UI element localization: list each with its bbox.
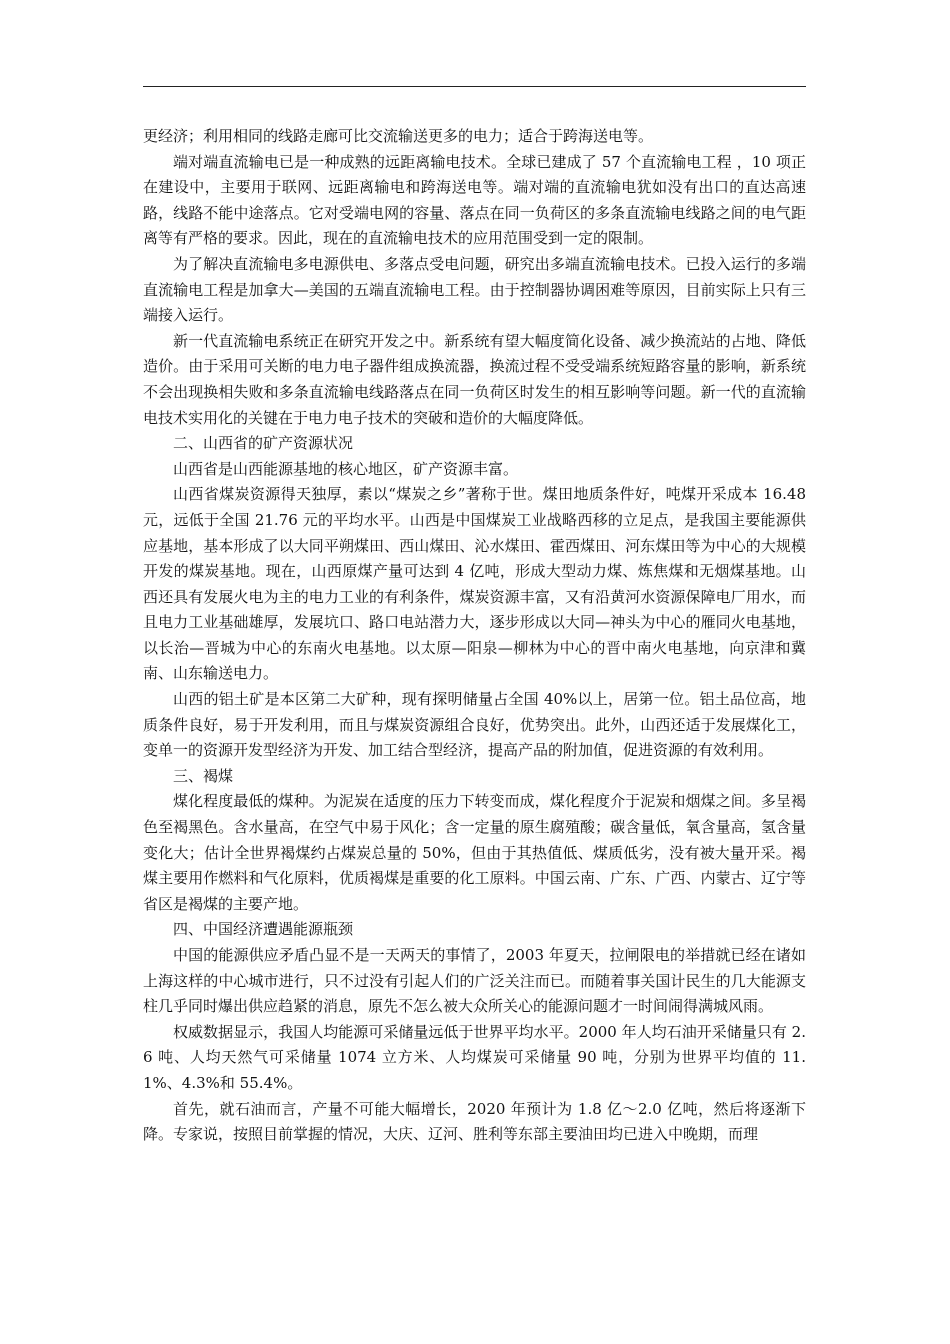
section-heading-lignite: 三、褐煤 bbox=[173, 766, 234, 785]
paragraph-shanxi-bauxite: 山西的铝土矿是本区第二大矿种，现有探明储量占全国 40%以上，居第一位。铝土品位高，地质条件良好，易于开发利用，而且与煤炭资源组合良好，优势突出。此外，山西还适于发展煤化工，变单一的资源开发型经济为开发、加工结合型经济，提高产品的附加值，促进资源的有效利用。 bbox=[143, 690, 806, 760]
paragraph-point-to-point-dc: 端对端直流输电已是一种成熟的远距离输电技术。全球已建成了 57 个直流输电工程 ，10 项正在建设中，主要用于联网、远距离输电和跨海送电等。端对端的直流输电犹如没有出口的直达高速路，线路不能中途落点。它对受端电网的容量、落点在同一负荷区的多条直流输电线路之间的电气距离等有严格的要求。因此，现在的直流输电技术的应用范围受到一定的限制。 bbox=[143, 152, 806, 248]
paragraph-oil-production: 首先，就石油而言，产量不可能大幅增长，2020 年预计为 1.8 亿～2.0 亿吨，然后将逐渐下降。专家说，按照目前掌握的情况，大庆、辽河、胜利等东部主要油田均已进入中晚期，而理 bbox=[143, 1099, 806, 1144]
paragraph-shanxi-intro: 山西省是山西能源基地的核心地区，矿产资源丰富。 bbox=[173, 459, 519, 478]
header-rule bbox=[143, 86, 806, 87]
paragraph-continuation: 更经济；利用相同的线路走廊可比交流输送更多的电力；适合于跨海送电等。 bbox=[143, 127, 654, 145]
paragraph-per-capita-reserves: 权威数据显示，我国人均能源可采储量远低于世界平均水平。2000 年人均石油开采储量只有 2.6 吨、人均天然气可采储量 1074 立方米、人均煤炭可采储量 90 吨，分别为世界平均值的 11.1%、4.3%和 55.4%。 bbox=[143, 1022, 806, 1092]
paragraph-lignite: 煤化程度最低的煤种。为泥炭在适度的压力下转变而成，煤化程度介于泥炭和烟煤之间。多呈褐色至褐黑色。含水量高，在空气中易于风化；含一定量的原生腐殖酸；碳含量低，氧含量高，氢含量变化大；估计全世界褐煤约占煤炭总量的 50%，但由于其热值低、煤质低劣，没有被大量开采。褐煤主要用作燃料和气化原料，优质褐煤是重要的化工原料。中国云南、广东、广西、内蒙古、辽宁等省区是褐煤的主要产地。 bbox=[143, 792, 806, 913]
paragraph-shanxi-coal: 山西省煤炭资源得天独厚，素以“煤炭之乡”著称于世。煤田地质条件好，吨煤开采成本 16.48 元，远低于全国 21.76 元的平均水平。山西是中国煤炭工业战略西移的立足点，是我国主要能源供应基地，基本形成了以大同平朔煤田、西山煤田、沁水煤田、霍西煤田、河东煤田等为中心的大规模开发的煤炭基地。现在，山西原煤产量可达到 4 亿吨，形成大型动力煤、炼焦煤和无烟煤基地。山西还具有发展火电为主的电力工业的有利条件，煤炭资源丰富，又有沿黄河水资源保障电厂用水，而且电力工业基础雄厚，发展坑口、路口电站潜力大，逐步形成以大同—神头为中心的雁同火电基地，以长治—晋城为中心的东南火电基地。以太原—阳泉—柳林为中心的晋中南火电基地，向京津和冀南、山东输送电力。 bbox=[143, 485, 806, 683]
paragraph-new-generation-dc: 新一代直流输电系统正在研究开发之中。新系统有望大幅度简化设备、减少换流站的占地、降低造价。由于采用可关断的电力电子器件组成换流器，换流过程不受受端系统短路容量的影响，新系统不会出现换相失败和多条直流输电线路落点在同一负荷区时发生的相互影响等问题。新一代的直流输电技术实用化的关键在于电力电子技术的突破和造价的大幅度降低。 bbox=[143, 331, 806, 427]
section-heading-shanxi-minerals: 二、山西省的矿产资源状况 bbox=[173, 434, 354, 453]
paragraph-multi-terminal-dc: 为了解决直流输电多电源供电、多落点受电问题，研究出多端直流输电技术。已投入运行的多端直流输电工程是加拿大—美国的五端直流输电工程。由于控制器协调困难等原因，目前实际上只有三端接入运行。 bbox=[143, 254, 806, 325]
paragraph-energy-supply: 中国的能源供应矛盾凸显不是一天两天的事情了，2003 年夏天，拉闸限电的举措就已经在诸如上海这样的中心城市进行，只不过没有引起人们的广泛关注而已。而随着事关国计民生的几大能源支柱几乎同时爆出供应趋紧的消息，原先不怎么被大众所关心的能源问题才一时间闹得满城风雨。 bbox=[143, 946, 806, 1016]
section-heading-energy-bottleneck: 四、中国经济遭遇能源瓶颈 bbox=[173, 920, 354, 939]
document-body bbox=[143, 124, 806, 1148]
